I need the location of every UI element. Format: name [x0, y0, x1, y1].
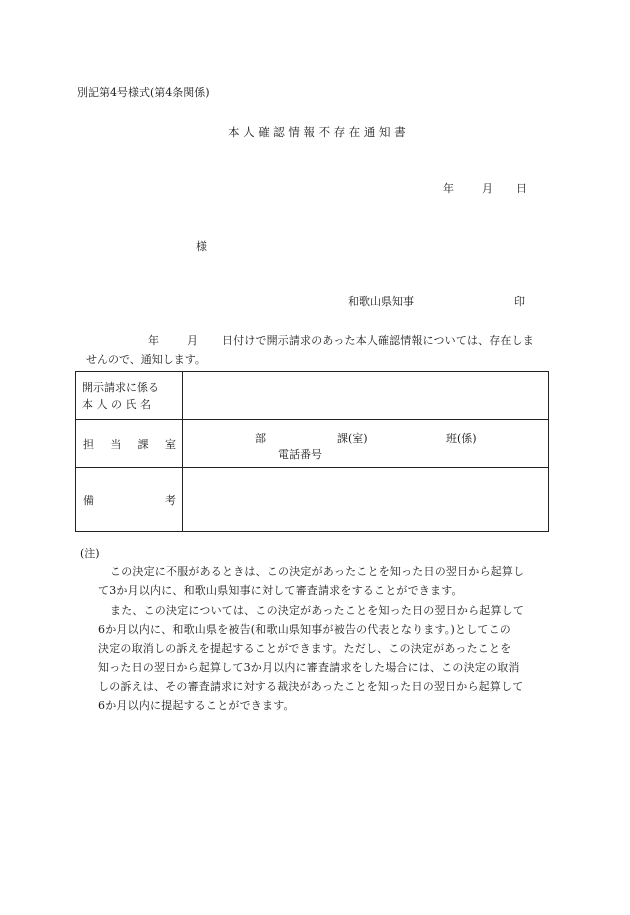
requester-label-line1: 開示請求に係る — [82, 380, 159, 394]
requester-label-line2: 本 人 の 氏 名 — [82, 397, 151, 411]
body-month-label: 月 — [187, 334, 198, 347]
note-line: 6か月以内に、和歌山県を被告(和歌山県知事が被告の代表となります。)としてこの — [98, 623, 511, 636]
body-year-label: 年 — [148, 334, 159, 347]
table-row-remarks — [76, 468, 549, 532]
addressee-honorific: 様 — [196, 240, 207, 253]
body-text-line2: せんので、通知します。 — [86, 353, 206, 366]
department-label-char: 担 — [83, 437, 94, 451]
department-label-char: 当 — [110, 437, 122, 451]
sender-name: 和歌山県知事 — [348, 295, 414, 308]
note-line: この決定に不服があるときは、この決定があったことを知った日の翌日から起算し — [110, 565, 525, 578]
remarks-label-char: 備 — [83, 493, 94, 507]
body-text-line1: 日付けで開示請求のあった本人確認情報については、存在しま — [222, 334, 534, 347]
department-field[interactable] — [183, 420, 549, 468]
date-month-label: 月 — [482, 182, 493, 195]
department-label-char: 室 — [164, 437, 176, 451]
note-line: 決定の取消しの訴えを提起することができます。ただし、この決定があったことを — [98, 642, 512, 655]
dept-bu-label: 部 — [255, 432, 266, 445]
note-line: しの訴えは、その審査請求に対する裁決があったことを知った日の翌日から起算して — [98, 680, 524, 693]
info-table — [75, 371, 549, 532]
department-label-char: 課 — [137, 437, 149, 451]
table-row-department — [76, 420, 549, 468]
notes-heading: (注) — [80, 547, 100, 560]
note-line: て3か月以内に、和歌山県知事に対して審査請求をすることができます。 — [98, 584, 463, 597]
seal-mark: 印 — [514, 295, 525, 308]
form-number: 別記第4号様式(第4条関係) — [77, 86, 210, 99]
requester-name-field[interactable] — [183, 372, 549, 420]
table-row-requester — [76, 372, 549, 420]
date-day-label: 日 — [516, 182, 527, 195]
note-line: また、この決定については、この決定があったことを知った日の翌日から起算して — [110, 604, 525, 617]
remarks-field[interactable] — [183, 468, 549, 532]
department-label — [76, 420, 183, 468]
note-line: 6か月以内に提起することができます。 — [98, 699, 295, 712]
document-title: 本人確認情報不存在通知書 — [228, 125, 410, 139]
note-line: 知った日の翌日から起算して3か月以内に審査請求をした場合には、この決定の取消 — [98, 661, 520, 674]
dept-han-label: 班(係) — [446, 432, 477, 445]
requester-name-label — [76, 372, 183, 420]
dept-ka-label: 課(室) — [337, 432, 368, 445]
remarks-label-char: 考 — [165, 493, 176, 507]
date-year-label: 年 — [443, 182, 454, 195]
remarks-label — [76, 468, 183, 532]
dept-tel-label: 電話番号 — [278, 448, 322, 461]
